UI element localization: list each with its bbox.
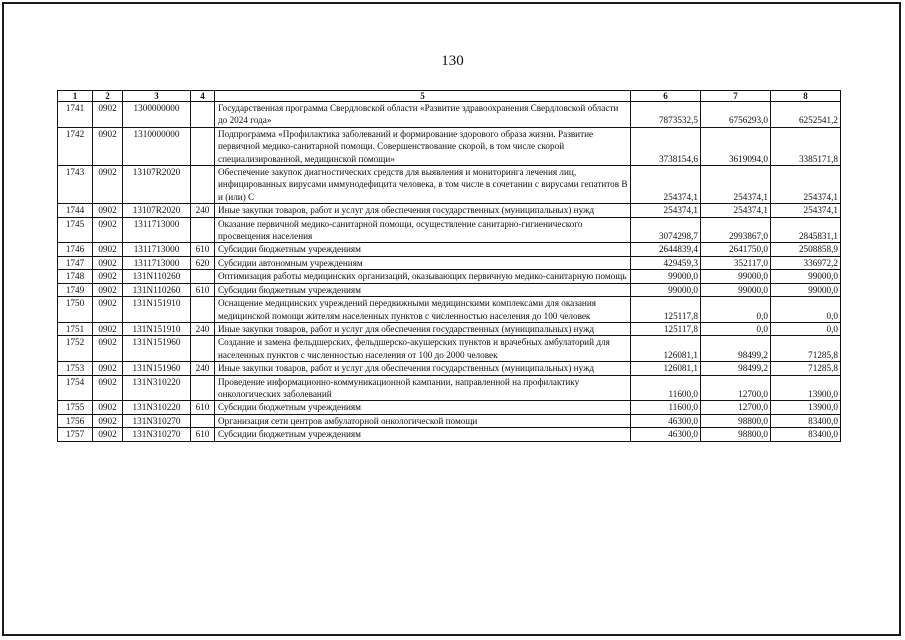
amount-cell: 336972,2 [771,256,841,269]
amount-cell: 0,0 [771,322,841,335]
header-cell: 2 [93,91,123,102]
amount-cell: 99000,0 [771,283,841,296]
amount-cell: 11600,0 [631,375,701,401]
table-row [58,297,841,323]
section-code-cell: 0902 [93,217,123,243]
amount-cell: 3619094,0 [701,127,771,165]
amount-cell: 71285,8 [771,336,841,362]
row-number-cell: 1749 [58,283,93,296]
expense-type-cell [191,102,215,128]
amount-cell: 11600,0 [631,401,701,414]
target-code-cell: 13107R2020 [123,166,191,204]
section-code-cell: 0902 [93,297,123,323]
amount-cell: 98499,2 [701,336,771,362]
amount-cell: 254374,1 [631,204,701,217]
section-code-cell: 0902 [93,166,123,204]
row-number-cell: 1753 [58,362,93,375]
table-row [58,127,841,165]
row-number-cell: 1756 [58,414,93,427]
description-cell: Обеспечение закупок диагностических средств для выявления и мониторинга лечения лиц, инфицированных вирусами иммунодефицита человека, в том числе в сочетании с вирусами гепатитов В и (или) С [215,166,631,204]
target-code-cell: 1311713000 [123,256,191,269]
section-code-cell: 0902 [93,127,123,165]
amount-cell: 429459,3 [631,256,701,269]
amount-cell: 2508858,9 [771,243,841,256]
table-row [58,414,841,427]
section-code-cell: 0902 [93,362,123,375]
amount-cell: 0,0 [701,322,771,335]
description-cell: Иные закупки товаров, работ и услуг для обеспечения государственных (муниципальных) нужд [215,322,631,335]
table-row [58,217,841,243]
row-number-cell: 1757 [58,428,93,441]
header-cell: 3 [123,91,191,102]
amount-cell: 7873532,5 [631,102,701,128]
amount-cell: 99000,0 [701,283,771,296]
description-cell: Иные закупки товаров, работ и услуг для обеспечения государственных (муниципальных) нужд [215,204,631,217]
section-code-cell: 0902 [93,414,123,427]
description-cell: Организация сети центров амбулаторной онкологической помощи [215,414,631,427]
header-cell: 5 [215,91,631,102]
expense-type-cell [191,375,215,401]
amount-cell: 2993867,0 [701,217,771,243]
row-number-cell: 1751 [58,322,93,335]
table-row [58,243,841,256]
amount-cell: 98800,0 [701,414,771,427]
header-cell: 7 [701,91,771,102]
table-row [58,322,841,335]
amount-cell: 99000,0 [771,270,841,283]
row-number-cell: 1742 [58,127,93,165]
table-row [58,428,841,441]
row-number-cell: 1752 [58,336,93,362]
expense-type-cell: 610 [191,428,215,441]
row-number-cell: 1745 [58,217,93,243]
expense-type-cell: 240 [191,204,215,217]
amount-cell: 12700,0 [701,401,771,414]
amount-cell: 12700,0 [701,375,771,401]
expense-type-cell: 240 [191,322,215,335]
amount-cell: 83400,0 [771,428,841,441]
row-number-cell: 1754 [58,375,93,401]
table-row [58,166,841,204]
target-code-cell: 131N110260 [123,270,191,283]
amount-cell: 125117,8 [631,297,701,323]
expense-type-cell [191,336,215,362]
amount-cell: 46300,0 [631,414,701,427]
amount-cell: 98499,2 [701,362,771,375]
section-code-cell: 0902 [93,322,123,335]
target-code-cell: 1311713000 [123,243,191,256]
description-cell: Субсидии бюджетным учреждениям [215,401,631,414]
table-row [58,256,841,269]
expense-type-cell [191,217,215,243]
amount-cell: 46300,0 [631,428,701,441]
amount-cell: 99000,0 [701,270,771,283]
header-cell: 4 [191,91,215,102]
amount-cell: 126081,1 [631,362,701,375]
row-number-cell: 1741 [58,102,93,128]
row-number-cell: 1747 [58,256,93,269]
description-cell: Иные закупки товаров, работ и услуг для обеспечения государственных (муниципальных) нужд [215,362,631,375]
section-code-cell: 0902 [93,336,123,362]
amount-cell: 0,0 [701,297,771,323]
section-code-cell: 0902 [93,102,123,128]
amount-cell: 3385171,8 [771,127,841,165]
expense-type-cell: 240 [191,362,215,375]
table-row [58,401,841,414]
amount-cell: 2644839,4 [631,243,701,256]
target-code-cell: 1311713000 [123,217,191,243]
description-cell: Оснащение медицинских учреждений передвижными медицинскими комплексами для оказания медицинской помощи жителям населенных пунктов с численностью населения до 100 человек [215,297,631,323]
amount-cell: 6756293,0 [701,102,771,128]
description-cell: Субсидии автономным учреждениям [215,256,631,269]
amount-cell: 254374,1 [631,166,701,204]
expense-type-cell: 610 [191,401,215,414]
header-cell: 6 [631,91,701,102]
page-number: 130 [441,53,464,69]
section-code-cell: 0902 [93,243,123,256]
amount-cell: 13900,0 [771,401,841,414]
description-cell: Государственная программа Свердловской области «Развитие здравоохранения Свердловской области до 2024 года» [215,102,631,128]
expense-type-cell: 610 [191,243,215,256]
row-number-cell: 1744 [58,204,93,217]
expense-type-cell: 620 [191,256,215,269]
description-cell: Подпрограмма «Профилактика заболеваний и формирование здорового образа жизни. Развитие первичной медико-санитарной помощи. Совершенствование скорой, в том числе скорой специализированной, медицинской помощи» [215,127,631,165]
table-row [58,375,841,401]
amount-cell: 6252541,2 [771,102,841,128]
section-code-cell: 0902 [93,283,123,296]
amount-cell: 126081,1 [631,336,701,362]
header-cell: 8 [771,91,841,102]
amount-cell: 2845831,1 [771,217,841,243]
table-row [58,204,841,217]
section-code-cell: 0902 [93,428,123,441]
amount-cell: 3738154,6 [631,127,701,165]
amount-cell: 99000,0 [631,283,701,296]
amount-cell: 3074298,7 [631,217,701,243]
amount-cell: 352117,0 [701,256,771,269]
target-code-cell: 131N310270 [123,414,191,427]
row-number-cell: 1746 [58,243,93,256]
expense-type-cell [191,127,215,165]
expense-type-cell: 610 [191,283,215,296]
amount-cell: 254374,1 [701,166,771,204]
table-row [58,336,841,362]
amount-cell: 13900,0 [771,375,841,401]
section-code-cell: 0902 [93,256,123,269]
amount-cell: 254374,1 [771,204,841,217]
section-code-cell: 0902 [93,375,123,401]
row-number-cell: 1750 [58,297,93,323]
target-code-cell: 131N151960 [123,336,191,362]
section-code-cell: 0902 [93,401,123,414]
description-cell: Субсидии бюджетным учреждениям [215,428,631,441]
expense-type-cell [191,270,215,283]
expense-type-cell [191,414,215,427]
row-number-cell: 1755 [58,401,93,414]
amount-cell: 98800,0 [701,428,771,441]
budget-table [57,90,841,442]
target-code-cell: 1310000000 [123,127,191,165]
table-row [58,283,841,296]
target-code-cell: 131N310220 [123,401,191,414]
amount-cell: 2641750,0 [701,243,771,256]
header-cell: 1 [58,91,93,102]
amount-cell: 125117,8 [631,322,701,335]
table-row [58,102,841,128]
target-code-cell: 131N151910 [123,322,191,335]
description-cell: Проведение информационно-коммуникационной кампании, направленной на профилактику онкологических заболеваний [215,375,631,401]
description-cell: Оптимизация работы медицинских организаций, оказывающих первичную медико-санитарную помощь [215,270,631,283]
amount-cell: 254374,1 [771,166,841,204]
row-number-cell: 1748 [58,270,93,283]
description-cell: Создание и замена фельдшерских, фельдшерско-акушерских пунктов и врачебных амбулаторий для населенных пунктов с численностью населения от 100 до 2000 человек [215,336,631,362]
target-code-cell: 131N310220 [123,375,191,401]
target-code-cell: 1300000000 [123,102,191,128]
target-code-cell: 131N151910 [123,297,191,323]
description-cell: Оказание первичной медико-санитарной помощи, осуществление санитарно-гигиенического просвещения населения [215,217,631,243]
amount-cell: 71285,8 [771,362,841,375]
row-number-cell: 1743 [58,166,93,204]
target-code-cell: 13107R2020 [123,204,191,217]
amount-cell: 254374,1 [701,204,771,217]
table-row [58,362,841,375]
section-code-cell: 0902 [93,204,123,217]
table-row [58,270,841,283]
target-code-cell: 131N310270 [123,428,191,441]
target-code-cell: 131N110260 [123,283,191,296]
table-header-row [58,91,841,102]
amount-cell: 0,0 [771,297,841,323]
section-code-cell: 0902 [93,270,123,283]
description-cell: Субсидии бюджетным учреждениям [215,243,631,256]
amount-cell: 99000,0 [631,270,701,283]
expense-type-cell [191,297,215,323]
target-code-cell: 131N151960 [123,362,191,375]
description-cell: Субсидии бюджетным учреждениям [215,283,631,296]
amount-cell: 83400,0 [771,414,841,427]
expense-type-cell [191,166,215,204]
